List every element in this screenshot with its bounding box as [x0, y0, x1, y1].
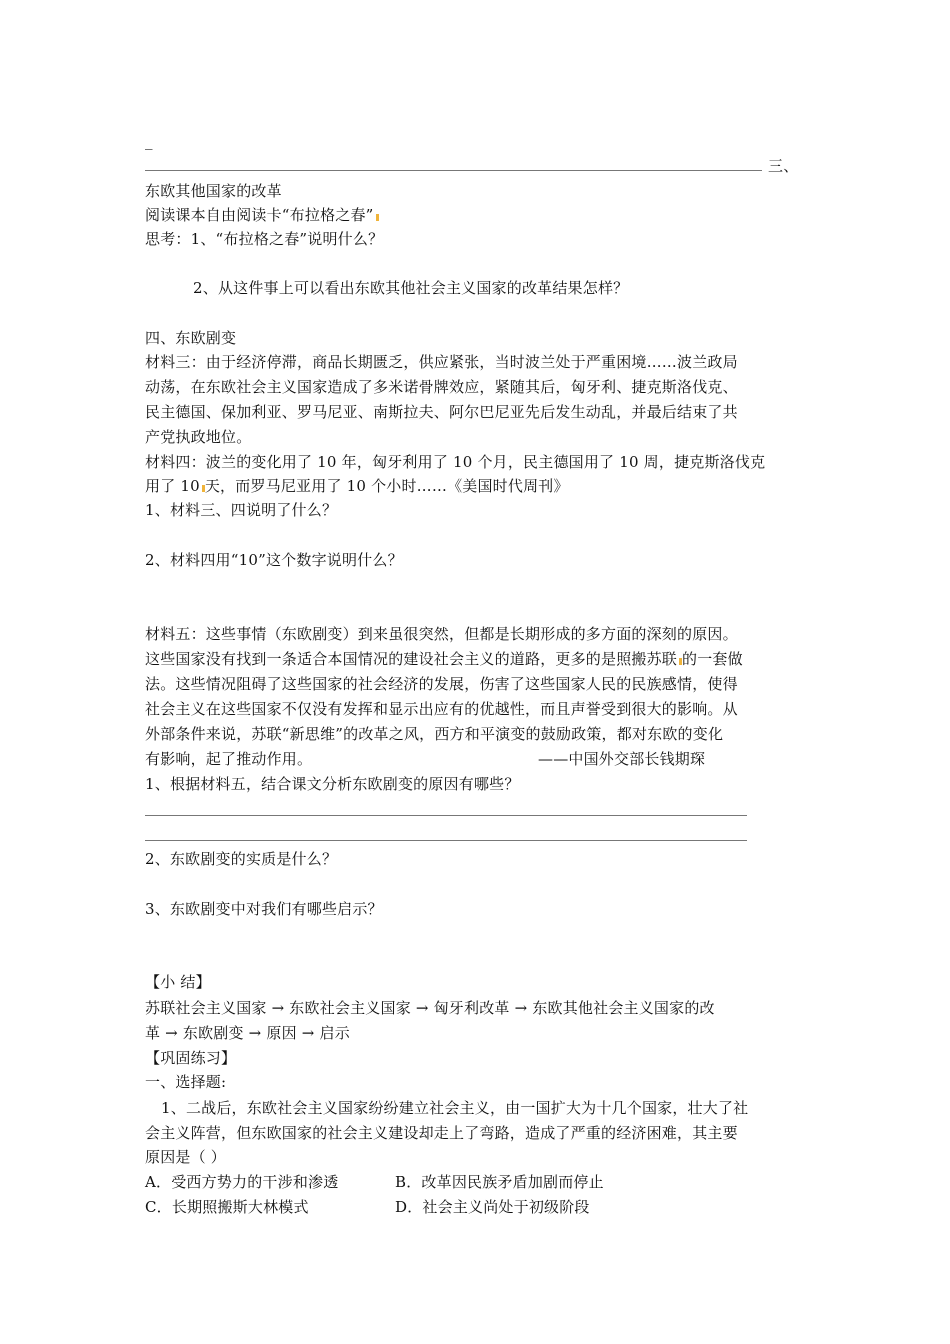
material5-line: 材料五：这些事情（东欧剧变）到来虽很突然，但都是长期形成的多方面的深刻的原因。	[145, 625, 738, 643]
practice-question-line: 1、二战后，东欧社会主义国家纷纷建立社会主义，由一国扩大为十几个国家，壮大了社	[161, 1099, 749, 1117]
summary-flow: 苏联社会主义国家 → 东欧社会主义国家 → 匈牙利改革 → 东欧其他社会主义国家的改	[145, 999, 715, 1017]
material3-line: 民主德国、保加利亚、罗马尼亚、南斯拉夫、阿尔巴尼亚先后发生动乱，并最后结束了共	[145, 403, 738, 421]
edit-mark	[376, 214, 379, 221]
material5-line: 这些国家没有找到一条适合本国情况的建设社会主义的道路，更多的是照搬苏联 的一套做	[145, 650, 743, 668]
think-question-1: 思考：1、“布拉格之春”说明什么？	[145, 230, 384, 248]
option-b: B．改革因民族矛盾加剧而停止	[395, 1173, 604, 1191]
material5-line: 法。这些情况阻碍了这些国家的社会经济的发展，伤害了这些国家人民的民族感情，使得	[145, 675, 738, 693]
stray-dash: _	[145, 132, 153, 150]
material5-line: 有影响，起了推动作用。	[145, 750, 313, 768]
material5-source: ——中国外交部长钱期琛	[538, 750, 706, 768]
summary-flow: 革 → 东欧剧变 → 原因 → 启示	[145, 1024, 350, 1042]
answer-line	[145, 815, 747, 816]
section4-title: 四、东欧剧变	[145, 329, 237, 347]
material5-line: 社会主义在这些国家不仅没有发挥和显示出应有的优越性，而且声誉受到很大的影响。从	[145, 700, 738, 718]
practice-subtitle: 一、选择题:	[145, 1073, 227, 1091]
question-number-10: 2、材料四用“10”这个数字说明什么？	[145, 551, 403, 569]
question-lessons: 3、东欧剧变中对我们有哪些启示？	[145, 900, 383, 918]
material3-line: 动荡，在东欧社会主义国家造成了多米诺骨牌效应，紧随其后，匈牙利、捷克斯洛伐克、	[145, 378, 738, 396]
question-material-3-4: 1、材料三、四说明了什么？	[145, 501, 338, 519]
answer-line	[145, 840, 747, 841]
material4-line: 材料四：波兰的变化用了 10 年，匈牙利用了 10 个月，民主德国用了 10 周，捷克斯洛伐克	[145, 453, 766, 471]
question-essence: 2、东欧剧变的实质是什么？	[145, 850, 338, 868]
option-a: A．受西方势力的干涉和渗透	[145, 1173, 339, 1191]
reading-instruction: 阅读课本自由阅读卡“布拉格之春”	[145, 203, 379, 227]
option-d: D．社会主义尚处于初级阶段	[395, 1198, 590, 1216]
question-causes: 1、根据材料五，结合课文分析东欧剧变的原因有哪些？	[145, 775, 520, 793]
option-c: C．长期照搬斯大林模式	[145, 1198, 309, 1216]
section3-number: 三、	[768, 157, 799, 175]
practice-question-line: 会主义阵营，但东欧国家的社会主义建设却走上了弯路，造成了严重的经济困难，其主要	[145, 1124, 738, 1142]
summary-title: 【小 结】	[145, 973, 211, 991]
practice-title: 【巩固练习】	[145, 1049, 237, 1067]
think-question-2: 2、从这件事上可以看出东欧其他社会主义国家的改革结果怎样？	[193, 279, 629, 297]
material3-line: 产党执政地位。	[145, 428, 252, 446]
material5-line: 外部条件来说，苏联“新思维”的改革之风，西方和平演变的鼓励政策，都对东欧的变化	[145, 725, 724, 743]
material4-line: 用了 10 天，而罗马尼亚用了 10 个小时……《美国时代周刊》	[145, 477, 569, 495]
material3-line: 材料三：由于经济停滞，商品长期匮乏，供应紧张，当时波兰处于严重困境……波兰政局	[145, 353, 738, 371]
answer-line	[145, 170, 762, 171]
section3-title: 东欧其他国家的改革	[145, 182, 282, 200]
practice-question-line: 原因是（ ）	[145, 1148, 226, 1166]
